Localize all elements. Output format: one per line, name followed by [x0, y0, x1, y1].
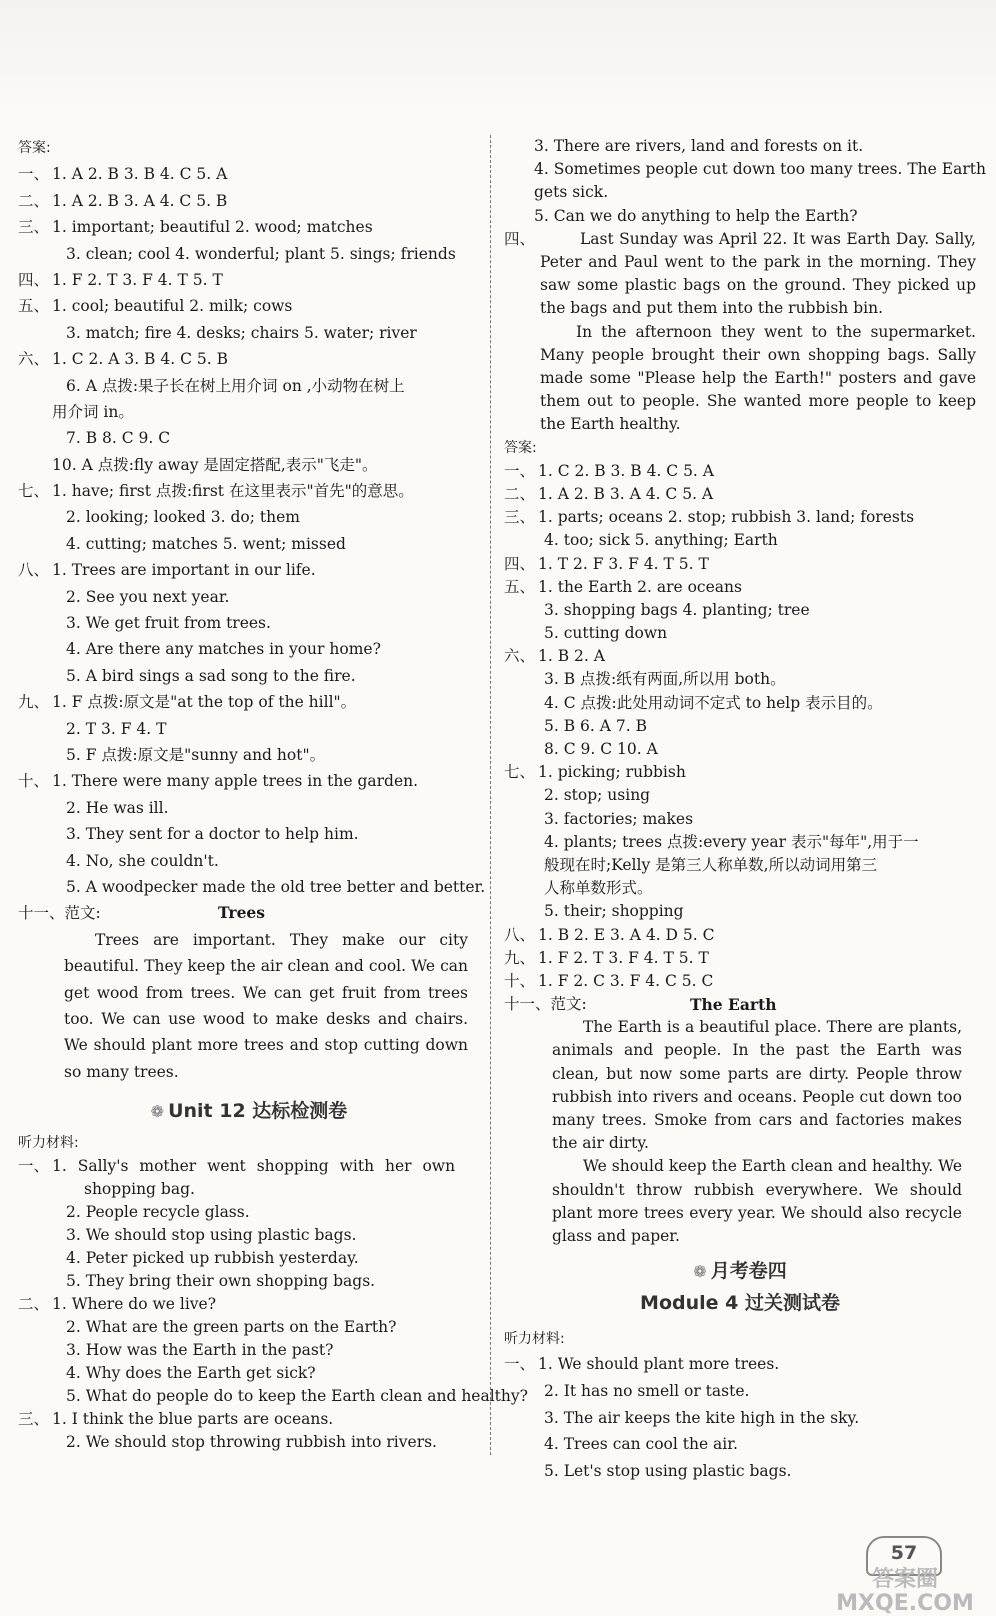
paw-icon: ❁ [150, 1102, 165, 1122]
monthly-title: ❁ 月考卷四 [693, 1260, 787, 1283]
right-column [504, 135, 986, 1484]
answer-line: 3. B 点拨:纸有两面,所以用 both。 [544, 670, 786, 689]
answer-line: 2. T 3. F 4. T [66, 719, 167, 738]
listening-line: 5. They bring their own shopping bags. [66, 1272, 376, 1291]
passage-paragraph: In the afternoon they went to the supermarket. Many people brought their own shopping bags. Sally made some "Please help the Earth!" posters and gave them out to people. She wanted more people to keep the Earth healthy. [540, 322, 976, 434]
answer-line: 3. shopping bags 4. planting; tree [544, 600, 810, 619]
listening-line: 3. There are rivers, land and forests on it. [534, 137, 864, 155]
answers-header: 答案: [18, 140, 51, 156]
answer-line: 人称单数形式。 [544, 879, 653, 898]
listening-line: shopping bag. [84, 1180, 195, 1199]
essay-body: Trees are important. They make our city beautiful. They keep the air clean and cool. We can get wood from trees. We can get fruit from trees too. We can use wood to make desks and chairs. We should plant more trees and stop cutting down so many trees. [64, 930, 468, 1081]
answer-line: 6. A 点拨:果子长在树上用介词 on ,小动物在树上 [66, 376, 405, 395]
answer-line: 一、 1. C 2. B 3. B 4. C 5. A [504, 461, 714, 480]
answer-line: 八、 1. Trees are important in our life. [18, 561, 316, 580]
essay-prefix: 十一、范文: [18, 904, 101, 923]
page-top-band [0, 0, 996, 110]
watermark: 答案圈 MXQE.COM [836, 1567, 974, 1616]
answer-line: 十、 1. There were many apple trees in the garden. [18, 772, 419, 791]
answer-line: 2. looking; looked 3. do; them [66, 508, 300, 527]
essay-title: The Earth [690, 995, 777, 1015]
answer-line: 3. We get fruit from trees. [66, 614, 271, 633]
answers-header: 答案: [504, 439, 537, 456]
listening-line: 3. How was the Earth in the past? [66, 1341, 334, 1360]
answer-line: 5. A bird sings a sad song to the fire. [66, 666, 356, 685]
answer-line: 7. B 8. C 9. C [66, 429, 171, 448]
answer-line: 七、 1. picking; rubbish [504, 763, 686, 782]
answer-line: 三、 1. parts; oceans 2. stop; rubbish 3. land; forests [504, 508, 915, 527]
column-divider [490, 135, 491, 1455]
answer-line: 4. cutting; matches 5. went; missed [66, 534, 346, 553]
answer-line: 3. They sent for a doctor to help him. [66, 825, 359, 844]
answer-line: 二、 1. A 2. B 3. A 4. C 5. A [504, 484, 714, 503]
answer-line: 4. too; sick 5. anything; Earth [544, 531, 778, 550]
answer-line: 九、 1. F 点拨:原文是"at the top of the hill"。 [18, 693, 357, 712]
answer-line: 4. C 点拨:此处用动词不定式 to help 表示目的。 [544, 693, 883, 712]
paw-icon: ❁ [693, 1262, 707, 1282]
answer-line: 十、 1. F 2. C 3. F 4. C 5. C [504, 971, 714, 990]
answer-line: 4. plants; trees 点拨:every year 表示"每年",用于一 [544, 832, 919, 851]
passage [504, 228, 976, 437]
answer-line: 2. He was ill. [66, 798, 169, 817]
essay-header [504, 993, 976, 1016]
listening-line: 2. We should stop throwing rubbish into rivers. [66, 1433, 437, 1452]
listening-line: 4. Sometimes people cut down too many trees. The Earth [534, 160, 986, 179]
answer-line: 四、 1. T 2. F 3. F 4. T 5. T [504, 554, 709, 573]
essay-header [18, 900, 480, 926]
answer-line: 般现在时;Kelly 是第三人称单数,所以动词用第三 [544, 855, 878, 874]
listening-line: 5. What do people do to keep the Earth clean and healthy? [66, 1387, 528, 1406]
essay-body: We should keep the Earth clean and healthy. We shouldn't throw rubbish everywhere. We should plant more trees every year. We should also recycle glass and paper. [552, 1157, 962, 1246]
answer-line: 4. Are there any matches in your home? [66, 640, 381, 659]
answer-line: 5. B 6. A 7. B [544, 716, 647, 735]
essay-prefix: 十一、范文: [504, 995, 587, 1014]
essay-body: The Earth is a beautiful place. There are plants, animals and people. In the past the Earth was clean, but now some parts are dirty. People throw rubbish into rivers and oceans. People cut down too many trees. Smoke from cars and factories makes the air dirty. [552, 1018, 962, 1153]
answer-line: 五、 1. cool; beautiful 2. milk; cows [18, 297, 293, 316]
answer-line: 10. A 点拨:fly away 是固定搭配,表示"飞走"。 [52, 455, 378, 474]
listening-line: 2. It has no smell or taste. [544, 1382, 750, 1401]
answer-line: 七、 1. have; first 点拨:first 在这里表示"首先"的意思。 [18, 482, 414, 501]
left-column [18, 135, 528, 1454]
answer-line: 4. No, she couldn't. [66, 851, 219, 870]
answer-line: 5. cutting down [544, 624, 668, 643]
listening-line: 2. What are the green parts on the Earth? [66, 1318, 397, 1337]
answer-line: 八、 1. B 2. E 3. A 4. D 5. C [504, 925, 715, 944]
listening-header: 听力材料: [504, 1331, 565, 1348]
answer-line: 用介词 in。 [52, 402, 134, 421]
essay-title: Trees [218, 903, 266, 923]
answer-line: 九、 1. F 2. T 3. F 4. T 5. T [504, 948, 709, 967]
answer-line: 2. See you next year. [66, 587, 230, 606]
answer-line: 四、 1. F 2. T 3. F 4. T 5. T [18, 270, 223, 289]
listening-line: 5. Can we do anything to help the Earth? [534, 206, 858, 225]
unit-title: ❁ Unit 12 达标检测卷 [150, 1100, 348, 1123]
answer-line: 3. clean; cool 4. wonderful; plant 5. sings; friends [66, 244, 456, 263]
answer-line: 5. their; shopping [544, 902, 684, 921]
listening-line: 4. Trees can cool the air. [544, 1435, 738, 1454]
listening-line: 2. People recycle glass. [66, 1203, 250, 1222]
answer-line: 三、 1. important; beautiful 2. wood; matches [18, 218, 373, 237]
listening-line: 4. Why does the Earth get sick? [66, 1364, 316, 1383]
answer-line: 5. A woodpecker made the old tree better and better. [66, 877, 486, 896]
listening-line: gets sick. [534, 183, 609, 202]
listening-header: 听力材料: [18, 1135, 79, 1152]
page-number: 57 [866, 1536, 942, 1576]
listening-line: 3. We should stop using plastic bags. [66, 1226, 357, 1245]
answer-line: 二、 1. A 2. B 3. A 4. C 5. B [18, 191, 228, 210]
listening-line: 一、 1. Sally's mother went shopping with her own [18, 1157, 456, 1176]
answer-line: 2. stop; using [544, 786, 651, 805]
answer-line: 一、 1. A 2. B 3. B 4. C 5. A [18, 165, 228, 184]
passage-paragraph: Last Sunday was April 22. It was Earth Day. Sally, Peter and Paul went to the park in the morning. They saw some plastic bags on the ground. They picked up the bags and put them into the rubbish bin. [540, 229, 976, 318]
module-title: Module 4 过关测试卷 [640, 1292, 840, 1315]
listening-line: 3. The air keeps the kite high in the sky. [544, 1408, 860, 1427]
answer-line: 五、 1. the Earth 2. are oceans [504, 577, 742, 596]
listening-line: 5. Let's stop using plastic bags. [544, 1461, 792, 1480]
passage-prefix: 四、 [504, 229, 536, 248]
listening-line: 三、 1. I think the blue parts are oceans. [18, 1410, 334, 1429]
answer-line: 六、 1. B 2. A [504, 647, 605, 666]
answer-line: 8. C 9. C 10. A [544, 740, 658, 759]
answer-line: 3. factories; makes [544, 809, 694, 828]
listening-line: 4. Peter picked up rubbish yesterday. [66, 1249, 359, 1268]
answer-line: 5. F 点拨:原文是"sunny and hot"。 [66, 745, 326, 764]
answer-line: 六、 1. C 2. A 3. B 4. C 5. B [18, 350, 228, 369]
listening-line: 二、 1. Where do we live? [18, 1295, 217, 1314]
listening-line: 一、 1. We should plant more trees. [504, 1355, 780, 1374]
answer-line: 3. match; fire 4. desks; chairs 5. water; river [66, 323, 417, 342]
